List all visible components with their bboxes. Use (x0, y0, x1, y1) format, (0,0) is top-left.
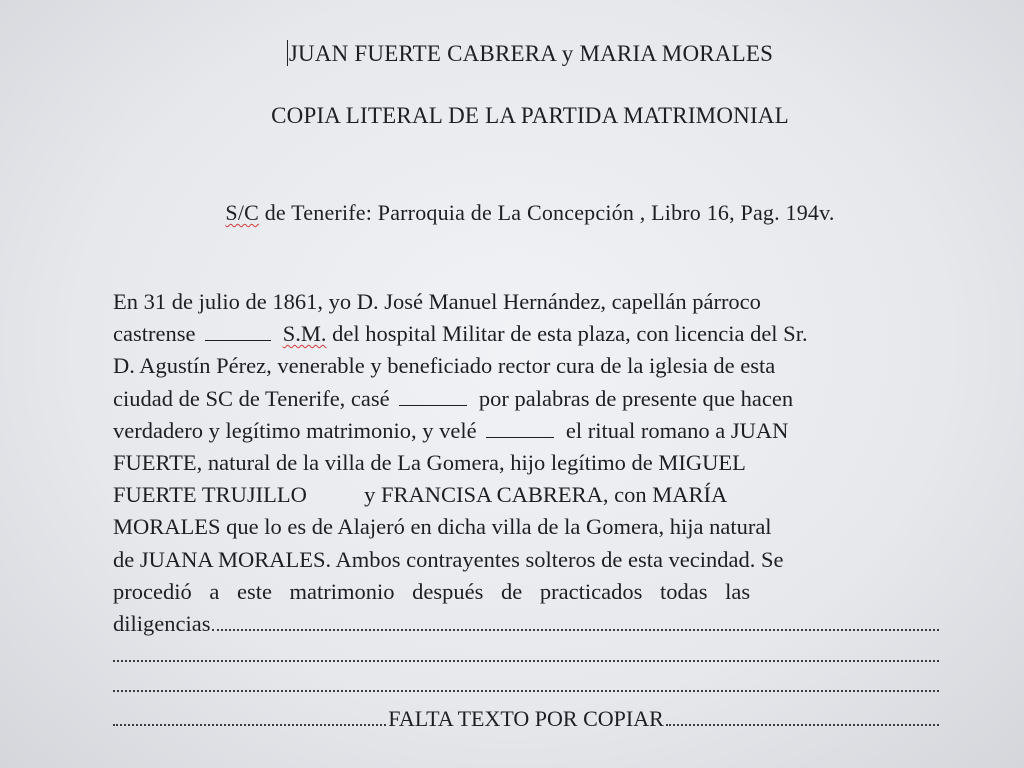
body-line-4: ciudad de SC de Tenerife, casé por palabras de presente que hacen (113, 385, 794, 411)
body-line-11: diligencias (113, 608, 959, 640)
blank-underline (205, 322, 271, 341)
body-line-6: FUERTE, natural de la villa de La Gomera, hijo legítimo de MIGUEL (113, 449, 746, 475)
body-line-5: verdadero y legítimo matrimonio, y velé el ritual romano a JUAN (113, 417, 789, 443)
missing-text-label: FALTA TEXTO POR COPIAR (388, 706, 664, 731)
body-line-10: procedió a este matrimonio después de practicados todas las (113, 578, 751, 604)
missing-text-line (113, 706, 939, 732)
dotted-filler (113, 724, 386, 726)
body-line-7: FUERTE TRUJILLO y FRANCISA CABRERA, con MARÍA (113, 482, 728, 508)
spellcheck-word-sc: S/C (225, 200, 260, 225)
dotted-filler (666, 724, 939, 726)
body-line-8: MORALES que lo es de Alajeró en dicha villa de la Gomera, hija natural (113, 514, 772, 540)
dotted-filler (212, 629, 939, 631)
blank-underline (399, 387, 467, 406)
spellcheck-word-sm: S.M. (282, 321, 327, 347)
document-body (113, 286, 959, 640)
source-reference (0, 200, 1024, 226)
body-line-1: En 31 de julio de 1861, yo D. José Manuel Hernández, capellán párroco (113, 289, 761, 314)
document-subtitle: COPIA LITERAL DE LA PARTIDA MATRIMONIAL (271, 103, 789, 128)
document-title (0, 40, 1024, 67)
body-line-2: castrense S.M. del hospital Militar de esta plaza, con licencia del Sr. (113, 321, 808, 347)
body-line-3: D. Agustín Pérez, venerable y beneficiado rector cura de la iglesia de esta (113, 353, 776, 379)
dotted-filler-line (113, 660, 939, 662)
dotted-filler-line (113, 690, 939, 692)
body-line-9: de JUANA MORALES. Ambos contrayentes solteros de esta vecindad. Se (113, 546, 784, 572)
title-text: JUAN FUERTE CABRERA y MARIA MORALES (288, 41, 774, 66)
blank-underline (486, 419, 554, 438)
source-text: de Tenerife: Parroquia de La Concepción , Libro 16, Pag. 194v. (259, 200, 835, 225)
text-cursor (287, 40, 288, 66)
